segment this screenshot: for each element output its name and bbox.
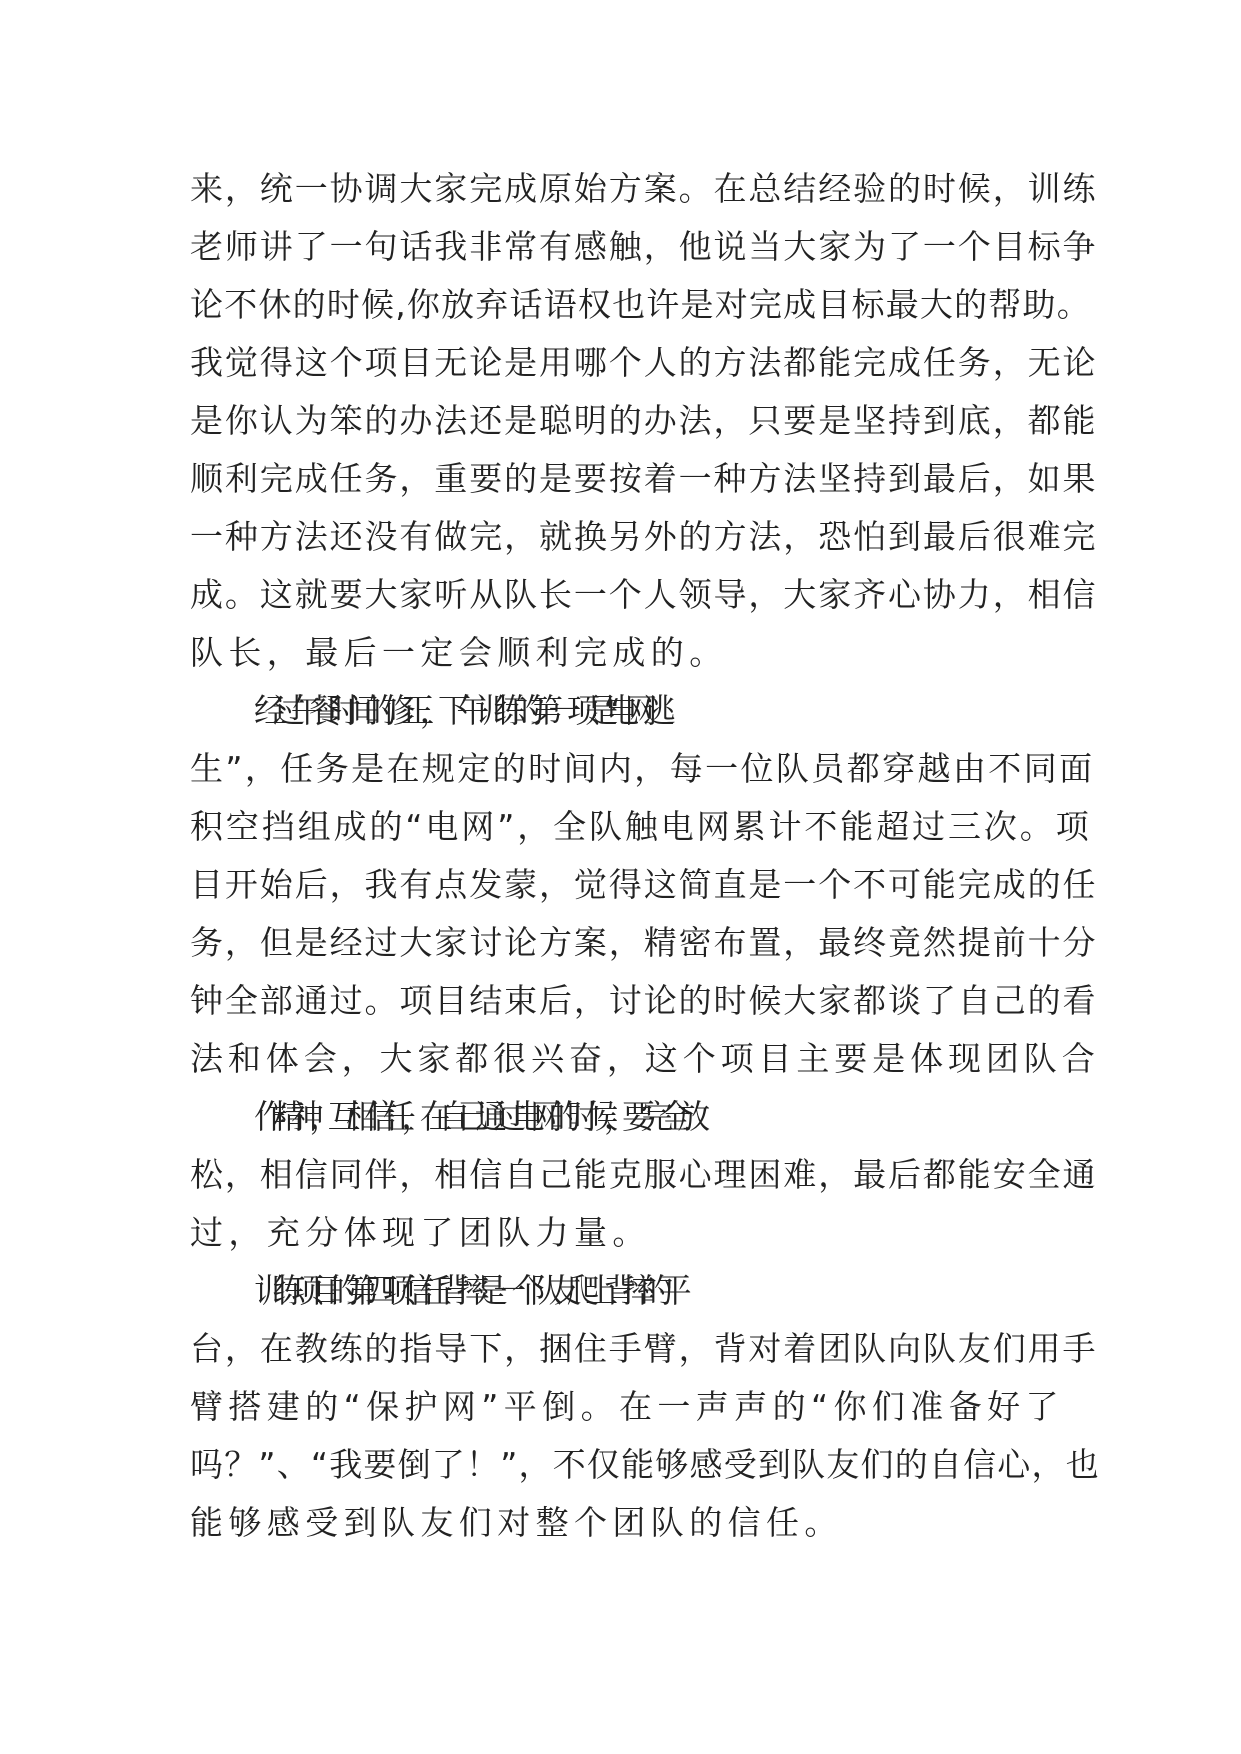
text-line: 台，在教练的指导下，捆住手臂，背对着团队向队友们用手 — [190, 1329, 1098, 1368]
text-line: 一种方法还没有做完，就换另外的方法，恐怕到最后很难完 — [190, 517, 1098, 556]
text-line: 务，但是经过大家讨论方案，精密布置，最终竟然提前十分 — [190, 923, 1098, 962]
text-line: 队长，最后一定会顺利完成的。 — [190, 633, 728, 672]
text-line: 论不休的时候,你放弃话语权也许是对完成目标最大的帮助。 — [190, 285, 1091, 324]
paragraph-first-line: 训练项目的第四项信任背摔是一个队友爬上背摔的平 — [254, 1271, 678, 1310]
text-line: 生”，任务是在规定的时间内，每一位队员都穿越由不同面 — [190, 749, 1095, 788]
text-line: 顺利完成任务，重要的是要按着一种方法坚持到最后，如果 — [190, 459, 1098, 498]
paragraph-first-line: 作精神，互相信任，在自己通过电网的时候，要完全放 — [254, 1097, 696, 1136]
text-line: 是你认为笨的办法还是聪明的办法，只要是坚持到底，都能 — [190, 401, 1098, 440]
text-line: 老师讲了一句话我非常有感触，他说当大家为了一个目标争 — [190, 227, 1098, 266]
paragraph-first-line: 经过午餐时间的修正，下午训练的第一项是“电网逃 — [254, 691, 662, 730]
text-line: 积空挡组成的“电网”，全队触电网累计不能超过三次。项 — [190, 807, 1092, 846]
text-line: 钟全部通过。项目结束后，讨论的时候大家都谈了自己的看 — [190, 981, 1098, 1020]
text-line: 松，相信同伴，相信自己能克服心理困难，最后都能安全通 — [190, 1155, 1098, 1194]
text-line: 臂搭建的“保护网”平倒。在一声声的“你们准备好了 — [190, 1387, 1064, 1426]
text-line: 成。这就要大家听从队长一个人领导，大家齐心协力，相信 — [190, 575, 1098, 614]
text-line: 过，充分体现了团队力量。 — [190, 1213, 651, 1252]
text-line: 目开始后，我有点发蒙，觉得这简直是一个不可能完成的任 — [190, 865, 1098, 904]
text-line: 吗？”、“我要倒了！”，不仅能够感受到队友们的自信心，也 — [190, 1445, 1100, 1484]
text-line: 我觉得这个项目无论是用哪个人的方法都能完成任务，无论 — [190, 343, 1098, 382]
text-line: 能够感受到队友们对整个团队的信任。 — [190, 1503, 843, 1542]
text-line: 法和体会，大家都很兴奋，这个项目主要是体现团队合 — [190, 1039, 1100, 1078]
text-line: 来，统一协调大家完成原始方案。在总结经验的时候，训练 — [190, 169, 1098, 208]
